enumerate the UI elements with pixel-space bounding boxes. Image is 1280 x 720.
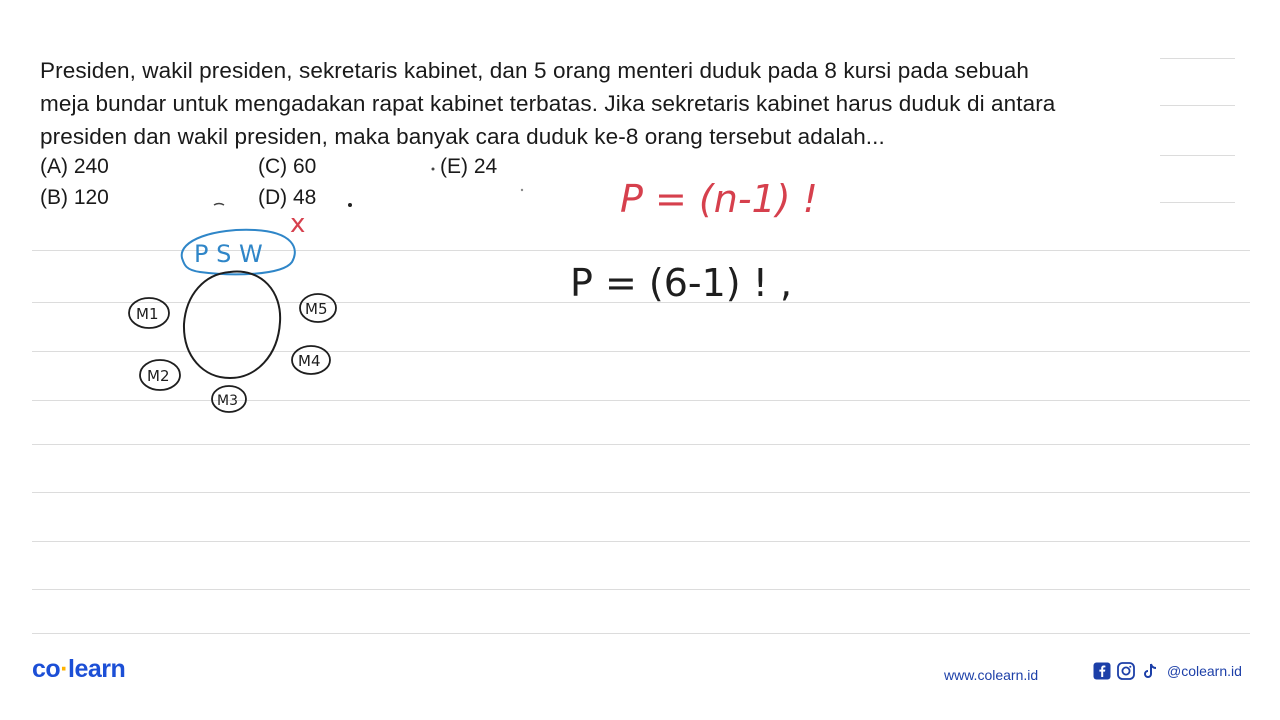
- logo-text-right: learn: [68, 655, 126, 683]
- stray-dot: [521, 189, 523, 191]
- website-link[interactable]: www.colearn.id: [944, 667, 1039, 683]
- social-links: [1093, 662, 1242, 680]
- seat-m1: [129, 298, 169, 328]
- option-e: (E) 24: [440, 155, 498, 178]
- question-line: meja bundar untuk mengadakan rapat kabinet terbatas. Jika sekretaris kabinet harus duduk di antara: [40, 91, 1056, 116]
- seat-label: M5: [305, 300, 328, 318]
- colearn-logo[interactable]: [32, 655, 125, 684]
- tiktok-icon[interactable]: [1141, 662, 1159, 680]
- question-line: presiden dan wakil presiden, maka banyak cara duduk ke-8 orang tersebut adalah...: [40, 124, 885, 149]
- seat-m2: [140, 360, 180, 390]
- seat-label: M4: [298, 352, 321, 370]
- stray-dot: [348, 203, 352, 207]
- question-line: Presiden, wakil presiden, sekretaris kabinet, dan 5 orang menteri duduk pada 8 kursi pada sebuah: [40, 58, 1029, 83]
- option-b: (B) 120: [40, 186, 109, 209]
- round-table: [184, 272, 280, 378]
- logo-dot: ·: [60, 655, 69, 683]
- stray-tilde: [214, 204, 224, 206]
- substitution-handwriting: P = (6-1) ! ,: [570, 261, 793, 305]
- option-d: (D) 48: [258, 186, 317, 209]
- option-c: (C) 60: [258, 155, 317, 178]
- seat-label: M3: [217, 393, 238, 409]
- social-handle[interactable]: @colearn.id: [1167, 663, 1242, 679]
- stray-dot: [432, 168, 435, 171]
- logo-text-left: co: [32, 655, 61, 683]
- instagram-icon[interactable]: [1117, 662, 1135, 680]
- seat-label: M2: [147, 367, 170, 385]
- cross-mark: x: [290, 209, 306, 239]
- formula-handwriting: P = (n-1) !: [620, 177, 818, 221]
- seat-m5: [300, 294, 336, 322]
- seat-label: M1: [136, 305, 159, 323]
- group-label: P S W: [194, 240, 263, 268]
- seat-m3: [212, 386, 246, 412]
- facebook-icon[interactable]: [1093, 662, 1111, 680]
- seat-m4: [292, 346, 330, 374]
- option-a: (A) 240: [40, 155, 109, 178]
